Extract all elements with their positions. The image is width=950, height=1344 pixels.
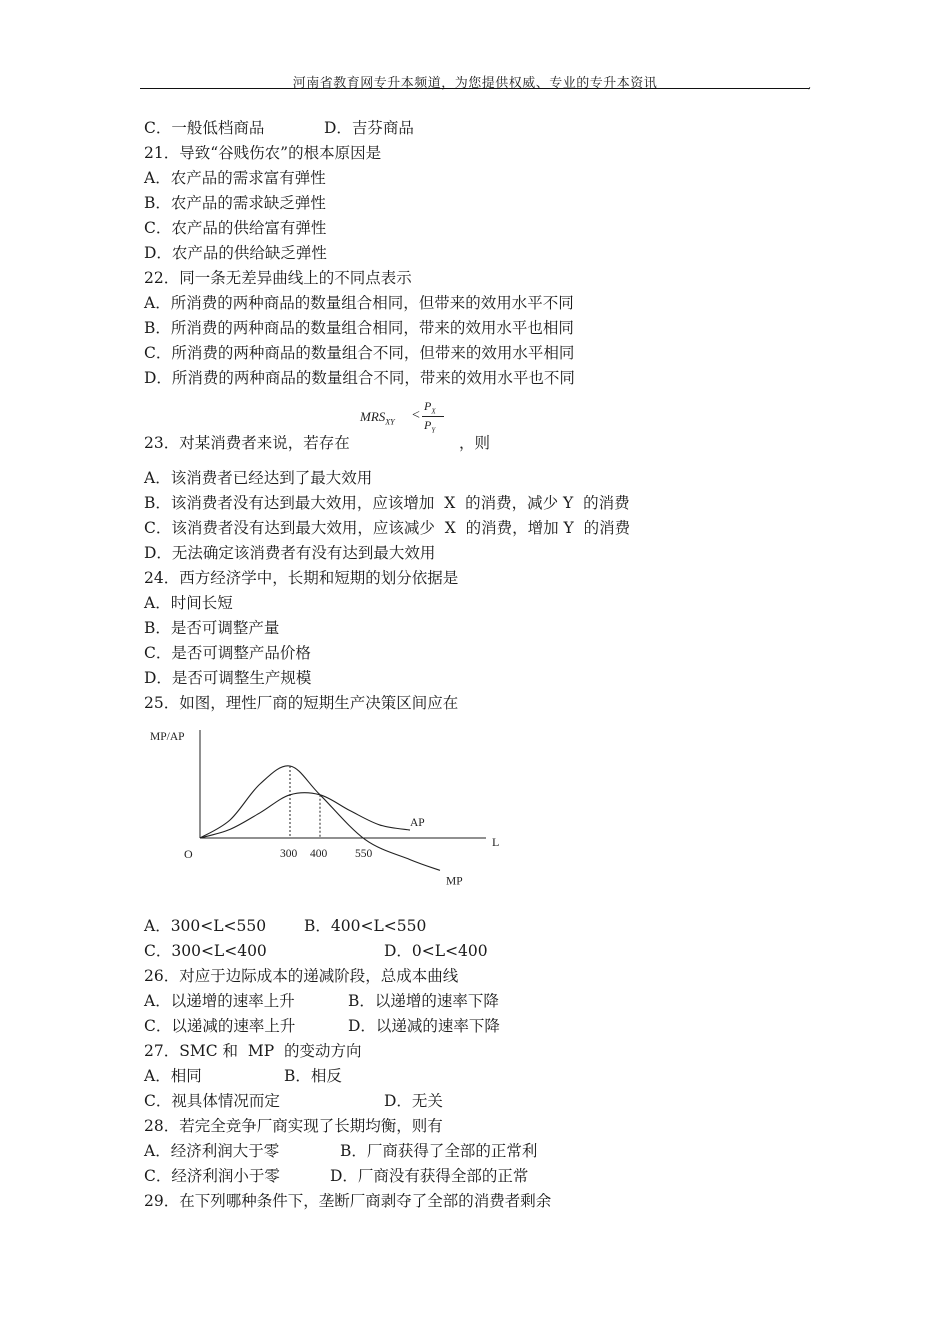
line-segment: 21．导致“谷贱伤农”的根本原因是 <box>144 144 382 162</box>
page-header: 河南省教育网专升本频道，为您提供权威、专业的专升本资讯 <box>292 76 658 91</box>
text-line <box>144 1116 443 1136</box>
text-line <box>144 1066 342 1086</box>
formula-operator: < <box>412 408 420 423</box>
line-segment-right: D．吉芬商品 <box>324 119 414 137</box>
origin-label: O <box>184 847 193 861</box>
text-line <box>144 693 458 713</box>
text-line <box>144 941 488 961</box>
text-line <box>144 193 326 213</box>
text-line <box>144 916 427 936</box>
text-line <box>144 318 574 338</box>
text-line <box>144 518 630 538</box>
line-segment: B．该消费者没有达到最大效用，应该增加 X 的消费，减少 Y 的消费 <box>144 494 630 512</box>
text-line <box>144 593 233 613</box>
text-line <box>144 1041 362 1061</box>
x-tick-label: 300 <box>280 848 298 860</box>
line-segment: B．农产品的需求缺乏弹性 <box>144 194 326 212</box>
mp-label: MP <box>446 875 463 888</box>
line-segment-right: B．以递增的速率下降 <box>348 992 499 1010</box>
formula-numerator: $P_X$ <box>424 399 436 416</box>
line-segment: 29．在下列哪种条件下，垄断厂商剥夺了全部的消费者剩余 <box>144 1192 552 1210</box>
text-line <box>144 991 499 1011</box>
text-line <box>144 543 435 563</box>
text-line <box>144 966 458 986</box>
line-segment-right: D．厂商没有获得全部的正常 <box>330 1167 529 1185</box>
text-line <box>144 218 326 238</box>
mp-ap-chart <box>140 722 520 892</box>
header-rule <box>140 88 810 89</box>
line-segment: C．农产品的供给富有弹性 <box>144 219 327 237</box>
line-segment: 27．SMC 和 MP 的变动方向 <box>144 1042 362 1060</box>
line-segment-right: B．400<L<550 <box>304 917 427 935</box>
line-segment-right: B．相反 <box>284 1067 342 1085</box>
line-segment-right: B．厂商获得了全部的正常利 <box>340 1142 538 1160</box>
x-tick-label: 550 <box>355 848 373 860</box>
line-segment-left: A．以递增的速率上升 <box>144 992 295 1010</box>
text-line <box>144 433 491 453</box>
text-line <box>144 618 279 638</box>
line-segment: C．所消费的两种商品的数量组合不同，但带来的效用水平相同 <box>144 344 575 362</box>
line-segment-left: C．300<L<400 <box>144 942 267 960</box>
line-segment-right: ，则 <box>459 434 491 452</box>
text-line <box>144 568 458 588</box>
text-line <box>144 293 574 313</box>
line-segment-left: 23．对某消费者来说，若存在 <box>144 434 350 452</box>
line-segment: D．农产品的供给缺乏弹性 <box>144 244 327 262</box>
x-axis-label: L <box>492 835 500 849</box>
text-line <box>144 1166 529 1186</box>
line-segment: A．农产品的需求富有弹性 <box>144 169 326 187</box>
text-line <box>144 1016 500 1036</box>
header-mark: , <box>808 80 812 91</box>
line-segment-right: D．无关 <box>384 1092 443 1110</box>
line-segment: C．是否可调整产品价格 <box>144 644 311 662</box>
text-line <box>144 343 574 363</box>
line-segment-left: C．经济利润小于零 <box>144 1167 280 1185</box>
formula-lhs: $MRS_{XY}$ <box>360 409 395 427</box>
formula-denominator: $P_Y$ <box>424 418 436 435</box>
line-segment: 22．同一条无差异曲线上的不同点表示 <box>144 269 412 287</box>
line-segment-left: C．以递减的速率上升 <box>144 1017 296 1035</box>
text-line <box>144 368 575 388</box>
text-line <box>144 1141 538 1161</box>
line-segment: D．是否可调整生产规模 <box>144 669 312 687</box>
line-segment-left: A．经济利润大于零 <box>144 1142 280 1160</box>
line-segment: D．所消费的两种商品的数量组合不同，带来的效用水平也不同 <box>144 369 575 387</box>
fraction-bar <box>422 416 444 417</box>
text-line <box>144 143 381 163</box>
text-line <box>144 1091 443 1111</box>
line-segment: 28．若完全竞争厂商实现了长期均衡，则有 <box>144 1117 443 1135</box>
text-line <box>144 643 311 663</box>
line-segment: C．该消费者没有达到最大效用，应该减少 X 的消费，增加 Y 的消费 <box>144 519 631 537</box>
line-segment: B．是否可调整产量 <box>144 619 280 637</box>
line-segment-left: C．视具体情况而定 <box>144 1092 280 1110</box>
text-line <box>144 118 414 138</box>
line-segment-left: A．相同 <box>144 1067 202 1085</box>
text-line <box>144 468 372 488</box>
line-segment: D．无法确定该消费者有没有达到最大效用 <box>144 544 436 562</box>
line-segment: 24．西方经济学中，长期和短期的划分依据是 <box>144 569 459 587</box>
line-segment-right: D．0<L<400 <box>384 942 488 960</box>
line-segment-left: A．300<L<550 <box>144 917 267 935</box>
line-segment: 26．对应于边际成本的递减阶段，总成本曲线 <box>144 967 459 985</box>
line-segment: 25．如图，理性厂商的短期生产决策区间应在 <box>144 694 459 712</box>
text-line <box>144 168 326 188</box>
line-segment-left: C．一般低档商品 <box>144 119 265 137</box>
line-segment: A．所消费的两种商品的数量组合相同，但带来的效用水平不同 <box>144 294 574 312</box>
ap-label: AP <box>410 817 425 830</box>
text-line <box>144 668 311 688</box>
text-line <box>144 243 327 263</box>
line-segment-right: D．以递减的速率下降 <box>348 1017 500 1035</box>
x-tick-label: 400 <box>310 848 328 860</box>
text-line <box>144 268 412 288</box>
line-segment: B．所消费的两种商品的数量组合相同，带来的效用水平也相同 <box>144 319 574 337</box>
text-line <box>144 1191 551 1211</box>
line-segment: A．时间长短 <box>144 594 233 612</box>
ap-curve <box>200 793 410 838</box>
mrs-formula <box>360 396 450 446</box>
y-axis-label: MP/AP <box>150 731 185 743</box>
line-segment: A．该消费者已经达到了最大效用 <box>144 469 373 487</box>
text-line <box>144 493 630 513</box>
